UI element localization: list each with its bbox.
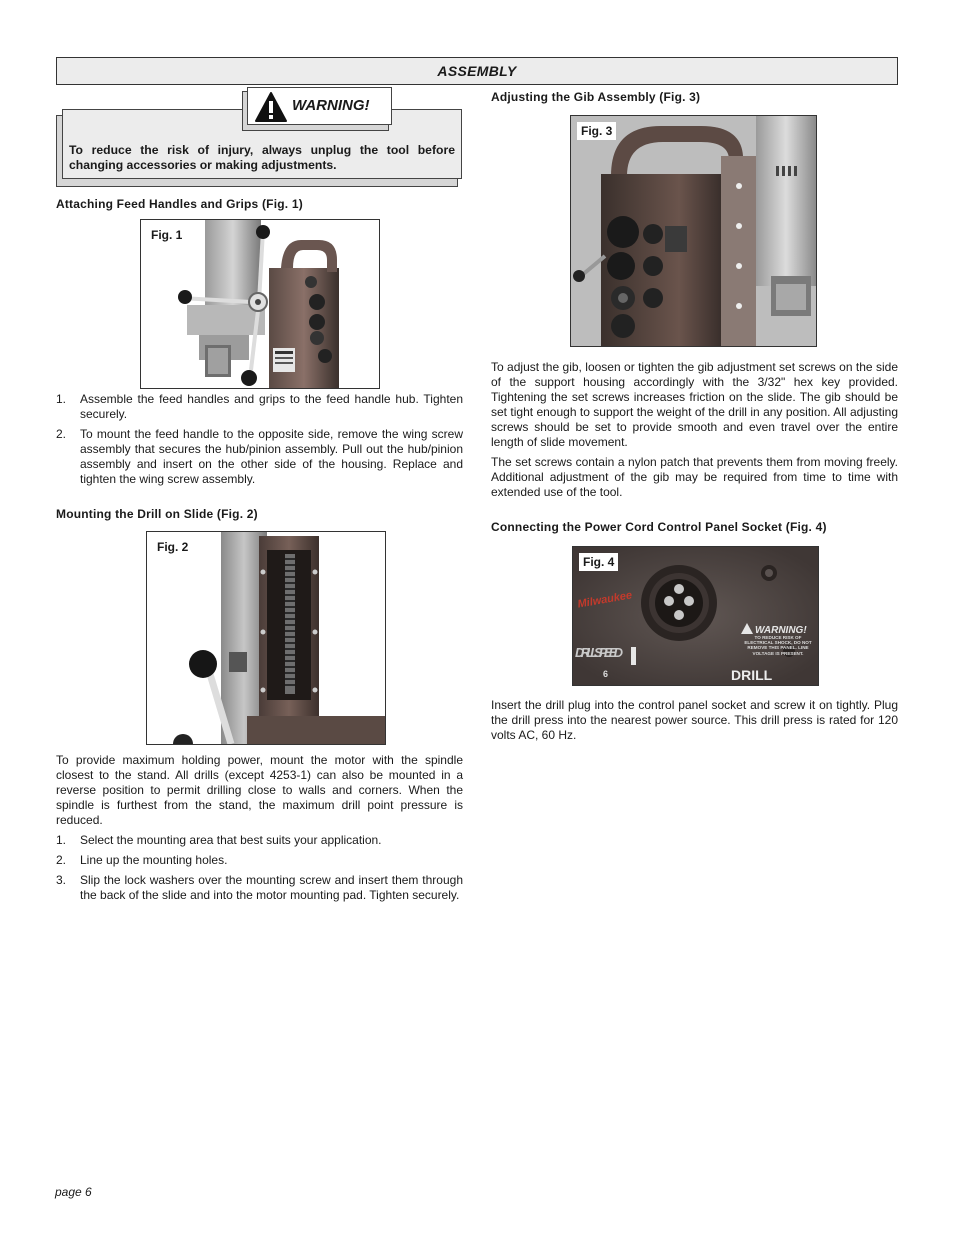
gib-para-2: The set screws contain a nylon patch that prevents them from moving freely. Additional adjustment of the gib may be required from time to time with extended use of the tool. <box>491 455 898 499</box>
figure-3-photo <box>571 116 816 346</box>
figure-2-label: Fig. 2 <box>153 538 192 556</box>
list-item: 3. Slip the lock washers over the mounting screw and insert them through the back of the slide and into the motor mounting pad. Tighten securely. <box>56 873 463 902</box>
list-item: 1. Select the mounting area that best suits your application. <box>56 833 382 847</box>
figure-1 <box>140 219 380 389</box>
figure-2-photo <box>147 532 385 744</box>
panel-drill-label: DRILL <box>731 667 773 683</box>
figure-3 <box>570 115 817 347</box>
panel-logo: Milwaukee <box>576 589 634 611</box>
figure-1-label: Fig. 1 <box>147 226 186 244</box>
figure-4-label: Fig. 4 <box>579 553 618 571</box>
section-title: ASSEMBLY <box>437 63 517 79</box>
mounting-steps <box>56 833 463 908</box>
warning-triangle-icon <box>254 91 288 123</box>
warning-text: To reduce the risk of injury, always unplug the tool before changing accessories or making adjustments. <box>69 143 455 172</box>
page-number: page 6 <box>55 1185 92 1199</box>
power-cord-heading: Connecting the Power Cord Control Panel Socket (Fig. 4) <box>491 520 827 534</box>
gib-para-1: To adjust the gib, loosen or tighten the gib adjustment set screws on the side of the support housing accordingly with the 3/32" hex key provided. Tightening the set screws increases friction on the slide. The gib should be set tight enough to support the weight of the drill in any position. All adjusting screws should be set to provide smooth and even travel over the entire length of slide movement. <box>491 360 898 449</box>
panel-warning-text: TO REDUCE RISK OF ELECTRICAL SHOCK, DO NOT REMOVE THIS PANEL. LINE VOLTAGE IS PRESENT. <box>744 635 812 656</box>
list-item: 2. To mount the feed handle to the opposite side, remove the wing screw assembly that secures the hub/pinion assembly. Pull out the hub/pinion assembly and insert on the other side of the housing. Replace and tighten the wing screw assembly. <box>56 427 463 486</box>
panel-warning-title: WARNING! <box>755 625 807 636</box>
panel-dial-number: 6 <box>603 669 609 679</box>
warning-title: WARNING! <box>292 97 370 114</box>
power-cord-para: Insert the drill plug into the control panel socket and screw it on tightly. Plug the drill press into the nearest power source. This drill press is rated for 120 volts AC, 60 Hz. <box>491 698 898 742</box>
section-header <box>56 57 898 85</box>
figure-3-label: Fig. 3 <box>577 122 616 140</box>
panel-dial-pointer <box>631 647 636 665</box>
gib-heading: Adjusting the Gib Assembly (Fig. 3) <box>491 90 701 104</box>
mounting-heading: Mounting the Drill on Slide (Fig. 2) <box>56 507 258 521</box>
panel-drill-speed: DRILL SPEED <box>575 645 623 660</box>
feed-handles-heading: Attaching Feed Handles and Grips (Fig. 1) <box>56 197 303 211</box>
figure-4 <box>572 546 819 686</box>
figure-1-photo <box>141 220 379 388</box>
list-item: 1. Assemble the feed handles and grips to the feed handle hub. Tighten securely. <box>56 392 463 421</box>
warning-tab <box>247 87 392 125</box>
list-item: 2. Line up the mounting holes. <box>56 853 228 867</box>
mounting-intro: To provide maximum holding power, mount the motor with the spindle closest to the stand. All drills (except 4253-1) can also be mounted in a reverse position to permit drilling close to walls and corners. When the spindle is furthest from the stand, the maximum drill point pressure is reduced. <box>56 753 463 827</box>
feed-handles-steps <box>56 392 463 492</box>
warning-callout <box>56 97 463 189</box>
figure-2 <box>146 531 386 745</box>
